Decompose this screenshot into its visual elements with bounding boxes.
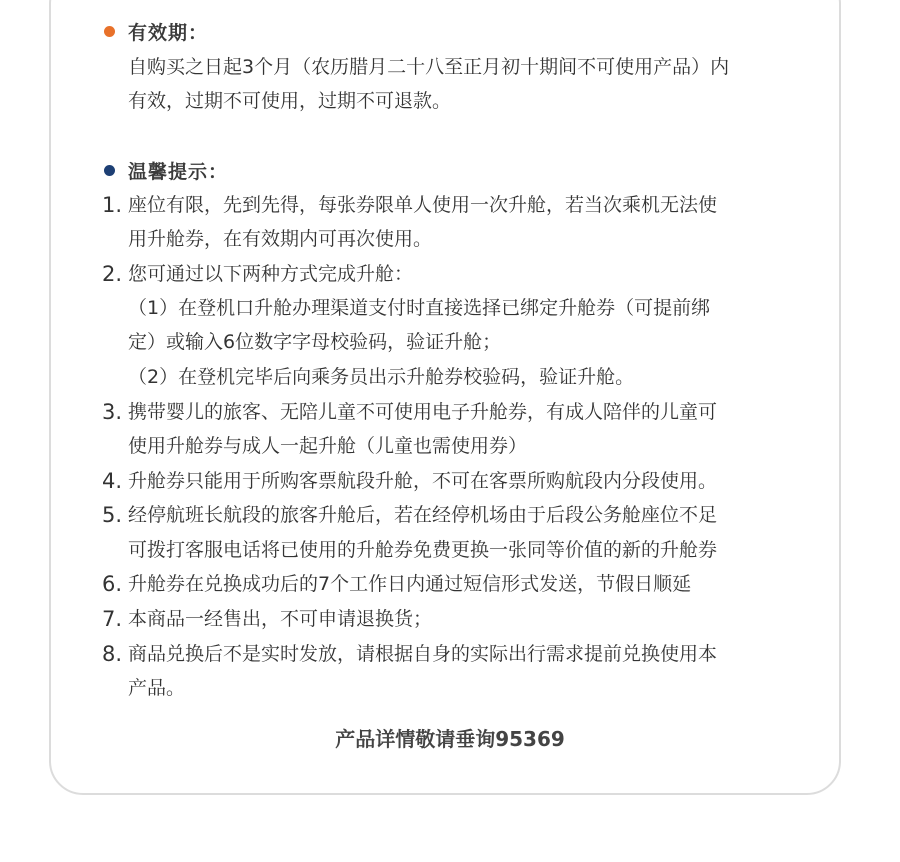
tip-line: 升舱券在兑换成功后的7个工作日内通过短信形式发送，节假日顺延 bbox=[128, 573, 692, 595]
tip-line: 经停航班长航段的旅客升舱后，若在经停机场由于后段公务舱座位不足 bbox=[128, 504, 718, 526]
tip-subline: 定）或输入6位数字字母校验码，验证升舱； bbox=[128, 331, 502, 353]
tip-line: 升舱券只能用于所购客票航段升舱，不可在客票所购航段内分段使用。 bbox=[128, 470, 718, 492]
tip-number: 8. bbox=[102, 642, 123, 666]
tip-line: 商品兑换后不是实时发放，请根据自身的实际出行需求提前兑换使用本 bbox=[128, 643, 718, 665]
validity-line: 自购买之日起3个月（农历腊月二十八至正月初十期间不可使用产品）内 bbox=[128, 56, 730, 78]
tip-subline: （2）在登机完毕后向乘务员出示升舱券校验码，验证升舱。 bbox=[128, 366, 635, 388]
tip-number: 3. bbox=[102, 400, 123, 424]
tip-line: 用升舱券，在有效期内可再次使用。 bbox=[128, 228, 433, 250]
tip-line: 本商品一经售出，不可申请退换货； bbox=[128, 608, 433, 630]
tip-subline: （1）在登机口升舱办理渠道支付时直接选择已绑定升舱券（可提前绑 bbox=[128, 297, 711, 319]
tip-line: 使用升舱券与成人一起升舱（儿童也需使用券） bbox=[128, 435, 528, 457]
tip-line: 可拨打客服电话将已使用的升舱券免费更换一张同等价值的新的升舱券 bbox=[128, 539, 718, 561]
tips-heading bbox=[104, 155, 228, 185]
tip-number: 1. bbox=[102, 193, 123, 217]
tip-line: 座位有限，先到先得，每张券限单人使用一次升舱，若当次乘机无法使 bbox=[128, 194, 718, 216]
tip-number: 4. bbox=[102, 469, 123, 493]
tips-title: 温馨提示： bbox=[128, 160, 229, 183]
tip-line: 您可通过以下两种方式完成升舱： bbox=[128, 263, 414, 285]
validity-line: 有效，过期不可使用，过期不可退款。 bbox=[128, 90, 452, 112]
tip-line: 产品。 bbox=[128, 677, 186, 699]
tip-number: 5. bbox=[102, 503, 123, 527]
tip-line: 携带婴儿的旅客、无陪儿童不可使用电子升舱券，有成人陪伴的儿童可 bbox=[128, 401, 718, 423]
validity-title: 有效期： bbox=[128, 21, 209, 44]
tip-number: 7. bbox=[102, 607, 123, 631]
tip-number: 2. bbox=[102, 262, 123, 286]
contact-footer: 产品详情敬请垂询95369 bbox=[335, 727, 565, 751]
bullet-dot-icon bbox=[104, 26, 115, 37]
tip-number: 6. bbox=[102, 572, 123, 596]
bullet-dot-icon bbox=[104, 165, 115, 176]
validity-heading bbox=[104, 16, 208, 46]
